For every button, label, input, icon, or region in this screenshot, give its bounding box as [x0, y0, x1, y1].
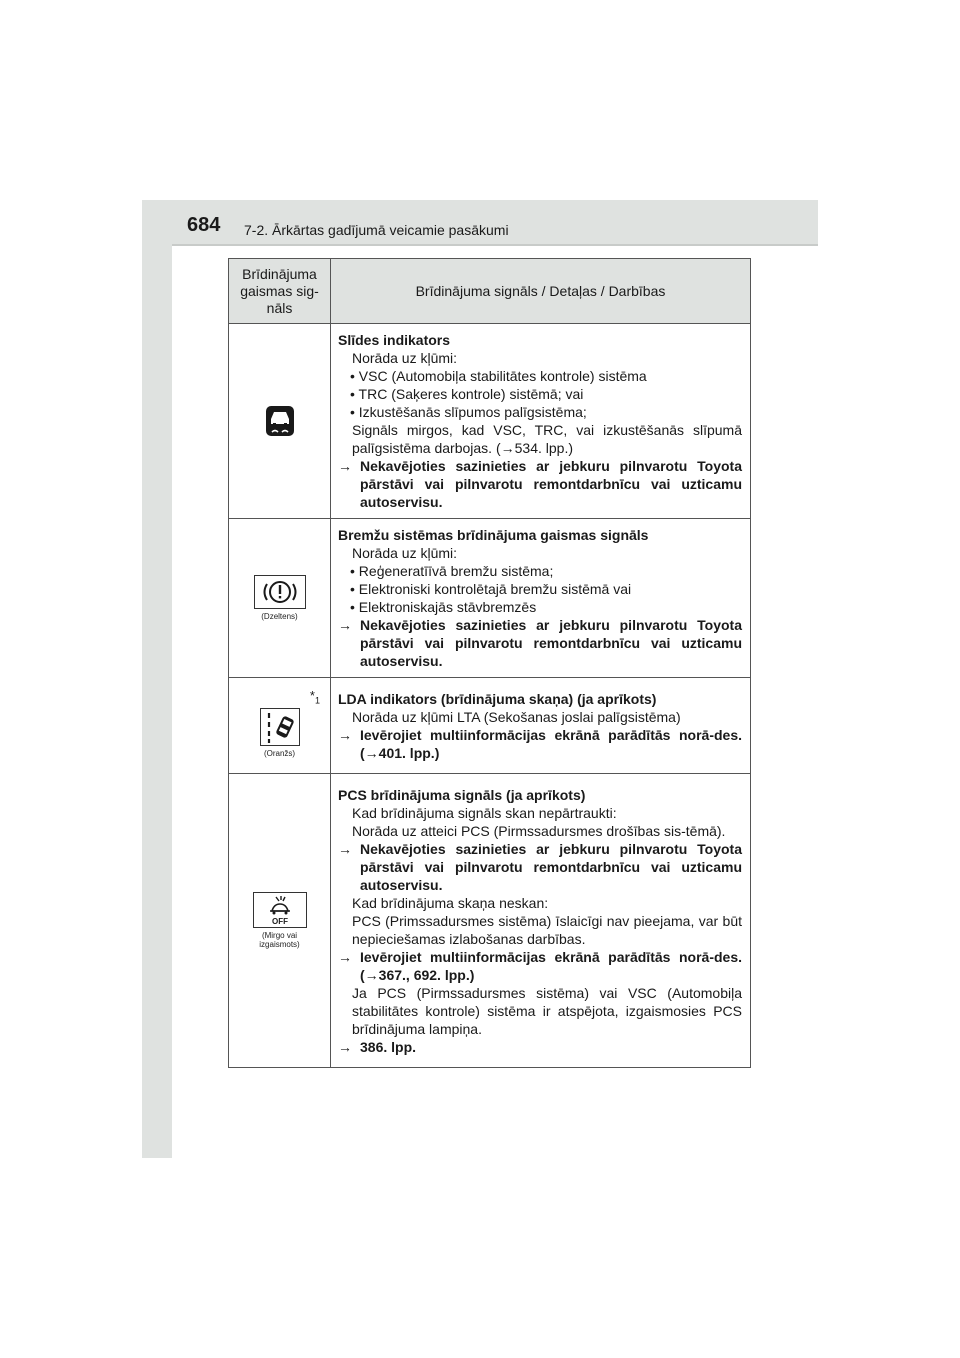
action-text: → Ievērojiet multiinformācijas ekrānā parādītās norā-des. (→367., 692. lpp.) — [338, 948, 742, 983]
slip-indicator-icon — [266, 406, 294, 436]
list-item: • Elektroniskajās stāvbremzēs — [338, 598, 742, 616]
description-cell — [331, 324, 751, 519]
row-title: Bremžu sistēmas brīdinājuma gaismas signāls — [338, 527, 649, 543]
arrow-icon: → — [338, 1038, 352, 1055]
warning-lights-table — [228, 258, 751, 1068]
action-text: → Nekavējoties sazinieties ar jebkuru pilnvarotu Toyota pārstāvi vai pilnvarotu remontdarbnīcu vai uzticamu autoservisu. — [338, 840, 742, 893]
list-item: • TRC (Saķeres kontrole) sistēmā; vai — [338, 385, 742, 403]
icon-cell — [229, 678, 331, 774]
footnote-mark: $*_1$ — [309, 688, 320, 706]
description-cell — [331, 774, 751, 1068]
brake-warning-icon — [254, 575, 306, 609]
row-title: PCS brīdinājuma signāls (ja aprīkots) — [338, 786, 586, 803]
row-intro: Norāda uz kļūmi: — [352, 350, 458, 366]
icon-off-label: OFF — [271, 917, 288, 926]
row-title: Slīdes indikators — [338, 332, 451, 348]
column-header-details: Brīdinājuma signāls / Detaļas / Darbības — [331, 259, 751, 324]
row-intro: Norāda uz kļūmi: — [352, 545, 458, 561]
row-paragraph: Kad brīdinājuma skaņa neskan: — [352, 894, 549, 911]
list-item: • Izkustēšanās slīpumos palīgsistēma; — [338, 403, 742, 421]
icon-cell — [229, 774, 331, 1068]
icon-caption: (Oranžs) — [263, 748, 296, 758]
pcs-off-icon — [253, 892, 307, 928]
page-number: 684 — [187, 214, 221, 236]
chapter-title: 7-2. Ārkārtas gadījumā veicamie pasākumi — [244, 222, 509, 238]
action-text: → 386. lpp. — [338, 1038, 417, 1055]
row-extra: Signāls mirgos, kad VSC, TRC, vai izkustēšanās slīpumā palīgsistēma darbojas. (→534. lpp.) — [352, 422, 742, 456]
icon-caption: (Mirgo vai izgaismots) — [259, 931, 300, 949]
icon-cell — [229, 519, 331, 678]
header-rule — [172, 244, 818, 246]
list-item: • Reģeneratīīvā bremžu sistēma; — [338, 562, 742, 580]
lane-departure-icon — [260, 708, 300, 746]
table-row — [229, 519, 751, 678]
page-side-band — [142, 200, 172, 1158]
icon-caption: (Dzeltens) — [261, 612, 298, 621]
arrow-icon: → — [338, 617, 352, 633]
row-paragraph: Norāda uz atteici PCS (Pirmssadursmes drošības sis-tēmā). — [352, 822, 726, 839]
row-title: LDA indikators (brīdinājuma skaņa) (ja aprīkots) — [338, 690, 657, 707]
action-text: → Nekavējoties sazinieties ar jebkuru pilnvarotu Toyota pārstāvi vai pilnvarotu remontdarbnīcu vai uzticamu autoservisu. — [338, 617, 742, 669]
list-item: • Elektroniski kontrolētajā bremžu sistēmā vai — [338, 580, 742, 598]
action-text: → Nekavējoties sazinieties ar jebkuru pilnvarotu Toyota pārstāvi vai pilnvarotu remontdarbnīcu vai uzticamu autoservisu. — [338, 458, 742, 510]
description-cell — [331, 678, 751, 774]
arrow-icon: → — [338, 458, 352, 474]
column-header-warning-light: Brīdinājuma gaismas sig-nāls — [229, 259, 331, 324]
row-paragraph: Ja PCS (Pirmssadursmes sistēma) vai VSC (Automobiļa stabilitātes kontrole) sistēma ir atspējota, izgaismosies PCS brīdinājuma lampiņa. — [352, 984, 742, 1037]
table-row — [229, 774, 751, 1068]
description-cell — [331, 519, 751, 678]
row-paragraph: Kad brīdinājuma signāls skan nepārtraukti: — [352, 804, 617, 821]
arrow-icon: → — [338, 948, 352, 965]
list-item: • VSC (Automobiļa stabilitātes kontrole) sistēma — [338, 367, 742, 385]
table-row — [229, 324, 751, 519]
icon-cell — [229, 324, 331, 519]
row-paragraph: PCS (Primssadursmes sistēma) īslaicīgi nav pieejama, var būt nepieciešamas izlabošanas darbības. — [352, 912, 742, 947]
arrow-icon: → — [338, 726, 352, 743]
action-text: → Ievērojiet multiinformācijas ekrānā parādītās norā-des. (→401. lpp.) — [338, 726, 742, 761]
row-intro: Norāda uz kļūmi LTA (Sekošanas joslai palīgsistēma) — [352, 708, 681, 725]
table-row — [229, 678, 751, 774]
arrow-icon: → — [338, 840, 352, 857]
